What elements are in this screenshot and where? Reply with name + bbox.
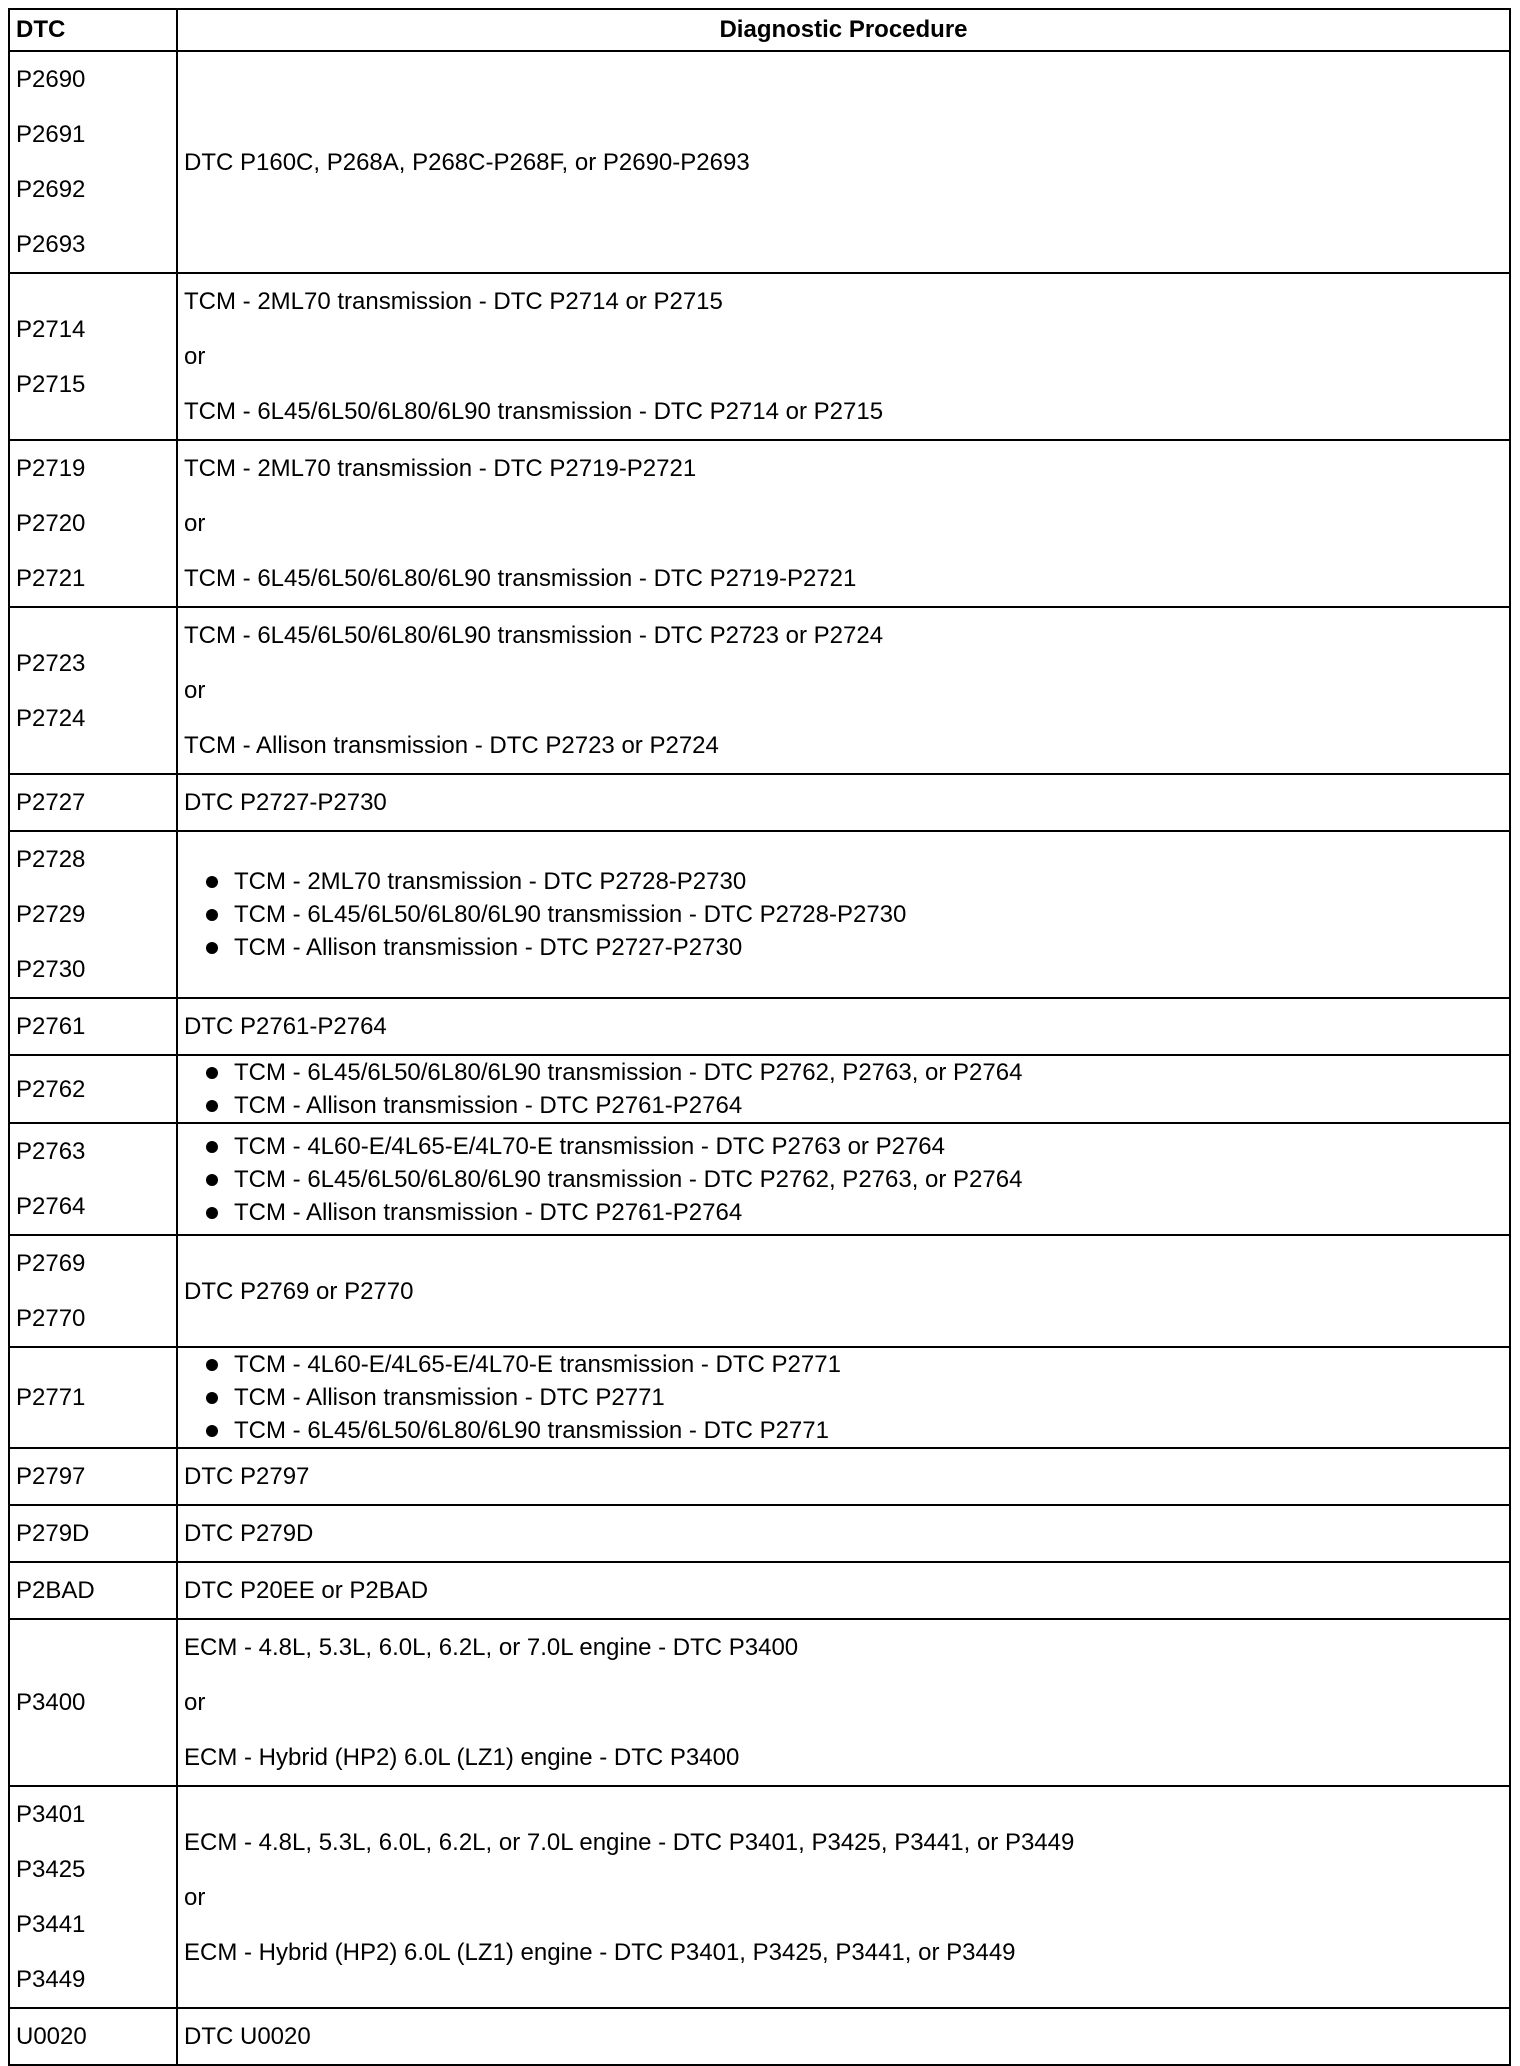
- procedure-line: DTC P2769 or P2770: [184, 1277, 414, 1305]
- procedure-cell: [177, 998, 1510, 1055]
- procedure-cell: [177, 440, 1510, 607]
- table-row: [9, 1055, 1510, 1123]
- table-row: [9, 1347, 1510, 1448]
- procedure-cell: [177, 273, 1510, 440]
- table-row: [9, 1235, 1510, 1347]
- dtc-code: P2763: [16, 1138, 86, 1165]
- dtc-code: P2761: [16, 1013, 86, 1040]
- dtc-cell: [9, 1055, 177, 1123]
- dtc-table: [8, 8, 1511, 2066]
- table-row: [9, 2008, 1510, 2065]
- procedure-cell: [177, 2008, 1510, 2065]
- procedure-line: or: [184, 677, 206, 704]
- dtc-cell: [9, 1619, 177, 1786]
- procedure-line: DTC P279D: [184, 1520, 314, 1547]
- procedure-line: DTC P2761-P2764: [184, 1013, 387, 1040]
- procedure-line: DTC P2727-P2730: [184, 789, 387, 816]
- dtc-code: P2723: [16, 649, 86, 677]
- procedure-cell: [177, 774, 1510, 831]
- dtc-code: P2690: [16, 66, 86, 93]
- procedure-bullet-item: TCM - 4L60-E/4L65-E/4L70-E transmission - DTC P2771: [206, 1348, 1503, 1381]
- dtc-cell: [9, 774, 177, 831]
- dtc-code: P2693: [16, 231, 86, 258]
- dtc-cell: [9, 1505, 177, 1562]
- procedure-bullet-list: [184, 1056, 1503, 1122]
- procedure-cell: [177, 1786, 1510, 2008]
- procedure-line: TCM - 6L45/6L50/6L80/6L90 transmission - DTC P2714 or P2715: [184, 398, 884, 425]
- procedure-bullet-item: TCM - 4L60-E/4L65-E/4L70-E transmission - DTC P2763 or P2764: [206, 1130, 1503, 1163]
- dtc-code: P3449: [16, 1966, 86, 1993]
- dtc-code: U0020: [16, 2023, 87, 2050]
- procedure-cell: [177, 1562, 1510, 1619]
- procedure-line: DTC P2797: [184, 1463, 310, 1490]
- dtc-code: P2728: [16, 846, 86, 873]
- table-row: [9, 998, 1510, 1055]
- dtc-code: P2714: [16, 315, 86, 343]
- dtc-cell: [9, 1448, 177, 1505]
- procedure-bullet-item: TCM - Allison transmission - DTC P2771: [206, 1381, 1503, 1414]
- dtc-code: P2730: [16, 956, 86, 983]
- dtc-code: P2771: [16, 1384, 86, 1411]
- procedure-bullet-item: TCM - Allison transmission - DTC P2761-P2764: [206, 1196, 1503, 1229]
- dtc-code: P3425: [16, 1856, 86, 1883]
- dtc-code: P2769: [16, 1250, 86, 1277]
- procedure-line: DTC P160C, P268A, P268C-P268F, or P2690-P2693: [184, 148, 750, 176]
- dtc-cell: [9, 273, 177, 440]
- dtc-header: DTC: [9, 9, 177, 51]
- table-row: [9, 1123, 1510, 1235]
- dtc-cell: [9, 1562, 177, 1619]
- dtc-code: P279D: [16, 1520, 90, 1547]
- dtc-code: P2762: [16, 1075, 86, 1103]
- procedure-line: ECM - Hybrid (HP2) 6.0L (LZ1) engine - DTC P3400: [184, 1744, 740, 1771]
- procedure-cell: [177, 1123, 1510, 1235]
- table-row: [9, 273, 1510, 440]
- procedure-cell: [177, 1347, 1510, 1448]
- procedure-bullet-list: [184, 1348, 1503, 1447]
- procedure-bullet-item: TCM - 6L45/6L50/6L80/6L90 transmission - DTC P2762, P2763, or P2764: [206, 1056, 1503, 1089]
- dtc-code: P2719: [16, 455, 86, 482]
- table-row: [9, 1619, 1510, 1786]
- procedure-line: TCM - 2ML70 transmission - DTC P2719-P2721: [184, 455, 697, 482]
- procedure-bullet-item: TCM - 6L45/6L50/6L80/6L90 transmission - DTC P2771: [206, 1414, 1503, 1447]
- procedure-cell: [177, 51, 1510, 273]
- procedure-bullet-list: [184, 1130, 1503, 1229]
- procedure-cell: [177, 1448, 1510, 1505]
- dtc-cell: [9, 1347, 177, 1448]
- procedure-header: Diagnostic Procedure: [177, 9, 1510, 51]
- dtc-code: P2BAD: [16, 1577, 95, 1604]
- dtc-cell: [9, 1786, 177, 2008]
- dtc-cell: [9, 51, 177, 273]
- dtc-code: P2721: [16, 565, 86, 592]
- procedure-line: or: [184, 1883, 206, 1911]
- dtc-code: P2797: [16, 1463, 86, 1490]
- table-row: [9, 1786, 1510, 2008]
- procedure-bullet-item: TCM - Allison transmission - DTC P2727-P2730: [206, 931, 1503, 964]
- table-row: [9, 1562, 1510, 1619]
- table-row: [9, 51, 1510, 273]
- dtc-code: P2720: [16, 510, 86, 537]
- dtc-code: P2770: [16, 1305, 86, 1332]
- procedure-cell: [177, 1619, 1510, 1786]
- procedure-bullet-item: TCM - Allison transmission - DTC P2761-P2764: [206, 1089, 1503, 1122]
- dtc-code: P2729: [16, 901, 86, 928]
- dtc-cell: [9, 440, 177, 607]
- procedure-line: ECM - 4.8L, 5.3L, 6.0L, 6.2L, or 7.0L engine - DTC P3401, P3425, P3441, or P3449: [184, 1828, 1075, 1856]
- dtc-cell: [9, 831, 177, 998]
- dtc-code: P2727: [16, 789, 86, 816]
- dtc-code: P2692: [16, 176, 86, 203]
- procedure-line: ECM - 4.8L, 5.3L, 6.0L, 6.2L, or 7.0L engine - DTC P3400: [184, 1634, 799, 1661]
- procedure-bullet-item: TCM - 2ML70 transmission - DTC P2728-P2730: [206, 865, 1503, 898]
- procedure-cell: [177, 1055, 1510, 1123]
- procedure-bullet-list: [184, 865, 1503, 964]
- dtc-code: P2724: [16, 704, 86, 732]
- dtc-cell: [9, 1235, 177, 1347]
- header-row: [9, 9, 1510, 51]
- dtc-code: P2764: [16, 1193, 86, 1220]
- procedure-line: or: [184, 343, 206, 370]
- procedure-cell: [177, 831, 1510, 998]
- table-row: [9, 831, 1510, 998]
- table-row: [9, 1505, 1510, 1562]
- procedure-bullet-item: TCM - 6L45/6L50/6L80/6L90 transmission - DTC P2762, P2763, or P2764: [206, 1163, 1503, 1196]
- dtc-code: P2691: [16, 121, 86, 148]
- dtc-cell: [9, 998, 177, 1055]
- procedure-cell: [177, 1505, 1510, 1562]
- table-row: [9, 774, 1510, 831]
- table-row: [9, 440, 1510, 607]
- table-row: [9, 1448, 1510, 1505]
- procedure-line: TCM - Allison transmission - DTC P2723 or P2724: [184, 732, 719, 759]
- dtc-code: P3441: [16, 1911, 86, 1938]
- dtc-code: P3400: [16, 1689, 86, 1716]
- dtc-code: P3401: [16, 1801, 86, 1828]
- procedure-cell: [177, 607, 1510, 774]
- procedure-cell: [177, 1235, 1510, 1347]
- procedure-line: TCM - 2ML70 transmission - DTC P2714 or P2715: [184, 288, 723, 315]
- dtc-code: P2715: [16, 370, 86, 398]
- procedure-line: or: [184, 510, 206, 537]
- procedure-line: TCM - 6L45/6L50/6L80/6L90 transmission - DTC P2719-P2721: [184, 565, 857, 592]
- procedure-line: DTC P20EE or P2BAD: [184, 1577, 429, 1604]
- dtc-cell: [9, 607, 177, 774]
- procedure-line: TCM - 6L45/6L50/6L80/6L90 transmission - DTC P2723 or P2724: [184, 622, 884, 649]
- procedure-bullet-item: TCM - 6L45/6L50/6L80/6L90 transmission - DTC P2728-P2730: [206, 898, 1503, 931]
- table-body: [9, 51, 1510, 2065]
- dtc-cell: [9, 1123, 177, 1235]
- procedure-line: or: [184, 1689, 206, 1716]
- dtc-cell: [9, 2008, 177, 2065]
- procedure-line: DTC U0020: [184, 2023, 311, 2050]
- table-row: [9, 607, 1510, 774]
- procedure-line: ECM - Hybrid (HP2) 6.0L (LZ1) engine - DTC P3401, P3425, P3441, or P3449: [184, 1938, 1016, 1966]
